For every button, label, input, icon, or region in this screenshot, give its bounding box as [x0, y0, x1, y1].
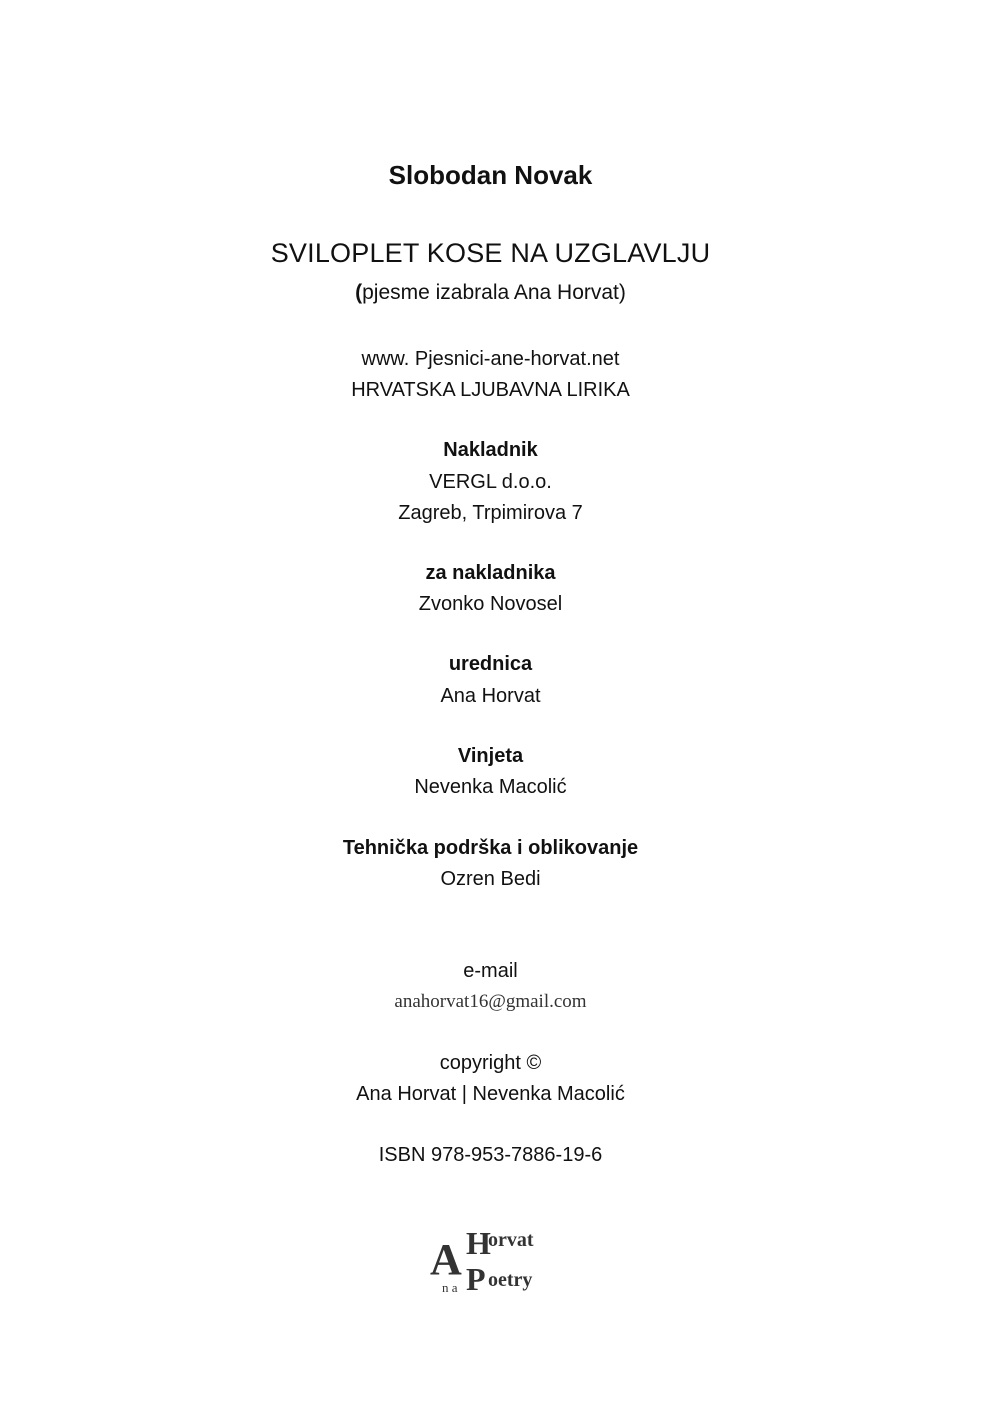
- editor-label: urednica: [448, 653, 533, 675]
- vignette-label: Vinjeta: [457, 745, 524, 767]
- copyright-label: copyright ©: [439, 1052, 542, 1074]
- book-title: SVILOPLET KOSE NA UZGLAVLJU: [270, 238, 711, 268]
- publisher-name: VERGL d.o.o.: [429, 471, 552, 493]
- editor-name: Ana Horvat: [440, 685, 541, 707]
- for-publisher-label: za nakladnika: [425, 562, 556, 584]
- ana-horvat-poetry-logo: [428, 1222, 558, 1300]
- website-url: www. Pjesnici-ane-horvat.net: [361, 348, 620, 370]
- vignette-name: Nevenka Macolić: [414, 776, 567, 798]
- copyright-holders: Ana Horvat | Nevenka Macolić: [356, 1083, 625, 1105]
- logo-letter-h: H: [466, 1225, 491, 1261]
- logo-letter-a: A: [430, 1235, 462, 1284]
- logo-small-letters: n a: [442, 1280, 458, 1295]
- subtitle-open-paren: (: [355, 281, 363, 304]
- series-name: HRVATSKA LJUBAVNA LIRIKA: [351, 379, 630, 401]
- email-label: e-mail: [463, 960, 518, 982]
- author-name: Slobodan Novak: [388, 160, 593, 190]
- email-address: anahorvat16@gmail.com: [394, 991, 587, 1012]
- for-publisher-name: Zvonko Novosel: [418, 593, 563, 615]
- logo-letter-p: P: [466, 1261, 486, 1297]
- publisher-label: Nakladnik: [443, 439, 538, 461]
- isbn: ISBN 978-953-7886-19-6: [378, 1144, 603, 1166]
- subtitle-text: pjesme izabrala Ana Horvat): [362, 281, 626, 304]
- publisher-address: Zagreb, Trpimirova 7: [398, 502, 583, 524]
- logo-word-poetry: oetry: [488, 1269, 533, 1291]
- book-subtitle: [0, 282, 981, 303]
- logo-word-horvat: orvat: [488, 1229, 534, 1251]
- technical-name: Ozren Bedi: [440, 868, 541, 890]
- technical-label: Tehnička podrška i oblikovanje: [342, 837, 639, 859]
